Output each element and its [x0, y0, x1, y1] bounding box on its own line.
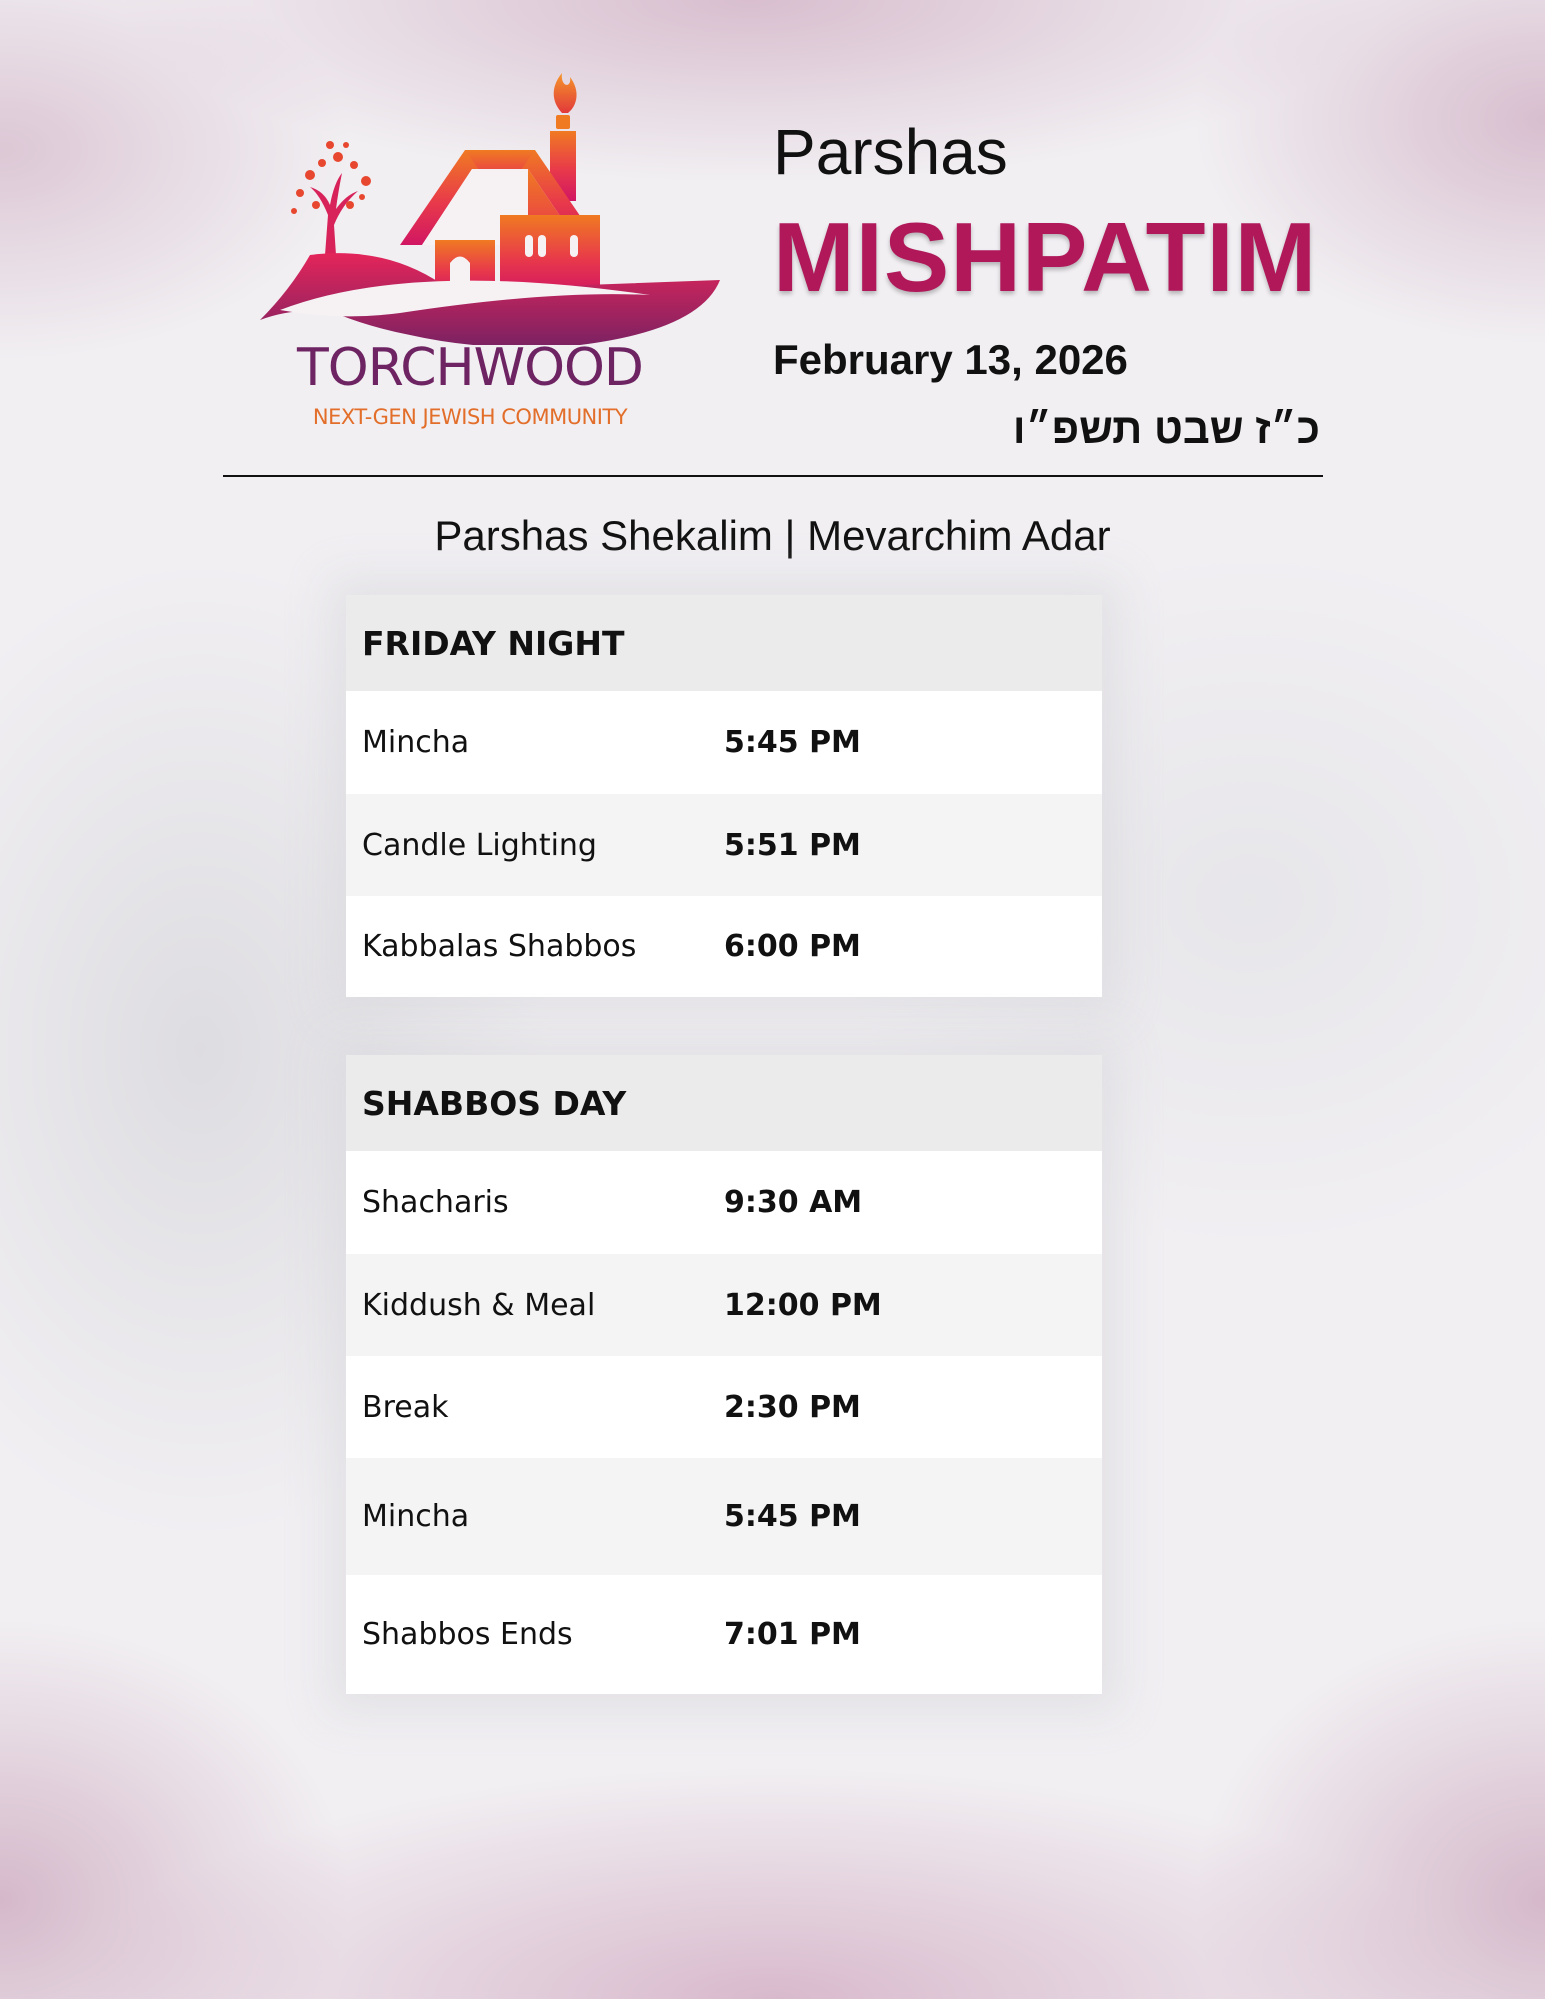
subtitle: Parshas Shekalim | Mevarchim Adar: [434, 512, 1111, 559]
brand-name: TORCHWOOD: [297, 338, 643, 398]
event-time: 5:45 PM: [724, 1499, 861, 1534]
hebrew-date: כ״ז שבט תשפ״ו: [1012, 405, 1320, 452]
event-time: 12:00 PM: [724, 1287, 882, 1323]
gregorian-date: February 13, 2026: [773, 336, 1128, 383]
event-name: Mincha: [362, 725, 470, 760]
schedule-row: [346, 1254, 1102, 1356]
event-name: Candle Lighting: [362, 827, 597, 863]
schedule-row: [346, 691, 1102, 794]
header-divider: [223, 475, 1323, 477]
event-time: 5:51 PM: [724, 827, 861, 863]
friday-night-schedule: [346, 595, 1102, 997]
event-name: Mincha: [362, 1499, 470, 1534]
brand-tagline: NEXT-GEN JEWISH COMMUNITY: [312, 405, 628, 429]
parsha-title: MISHPATIM: [773, 202, 1318, 312]
event-time: 7:01 PM: [724, 1617, 861, 1652]
event-time: 6:00 PM: [724, 929, 861, 964]
event-name: Break: [362, 1389, 449, 1425]
schedule-row: [346, 1575, 1102, 1694]
parsha-label: Parshas: [773, 116, 1008, 188]
schedule-row: [346, 896, 1102, 997]
event-time: 9:30 AM: [724, 1185, 863, 1220]
event-name: Shacharis: [362, 1185, 509, 1220]
event-time: 5:45 PM: [724, 725, 861, 760]
house-flame-logo-icon: [250, 65, 720, 345]
section-title: SHABBOS DAY: [346, 1055, 1102, 1151]
section-title: FRIDAY NIGHT: [346, 595, 1102, 691]
torchwood-logo: [250, 65, 720, 445]
schedule-row: [346, 1458, 1102, 1575]
event-time: 2:30 PM: [724, 1389, 861, 1425]
event-name: Shabbos Ends: [362, 1617, 573, 1652]
schedule-row: [346, 1151, 1102, 1254]
shabbos-day-schedule: [346, 1055, 1102, 1694]
schedule-row: [346, 1356, 1102, 1458]
event-name: Kiddush & Meal: [362, 1287, 596, 1323]
event-name: Kabbalas Shabbos: [362, 929, 637, 964]
schedule-row: [346, 794, 1102, 896]
